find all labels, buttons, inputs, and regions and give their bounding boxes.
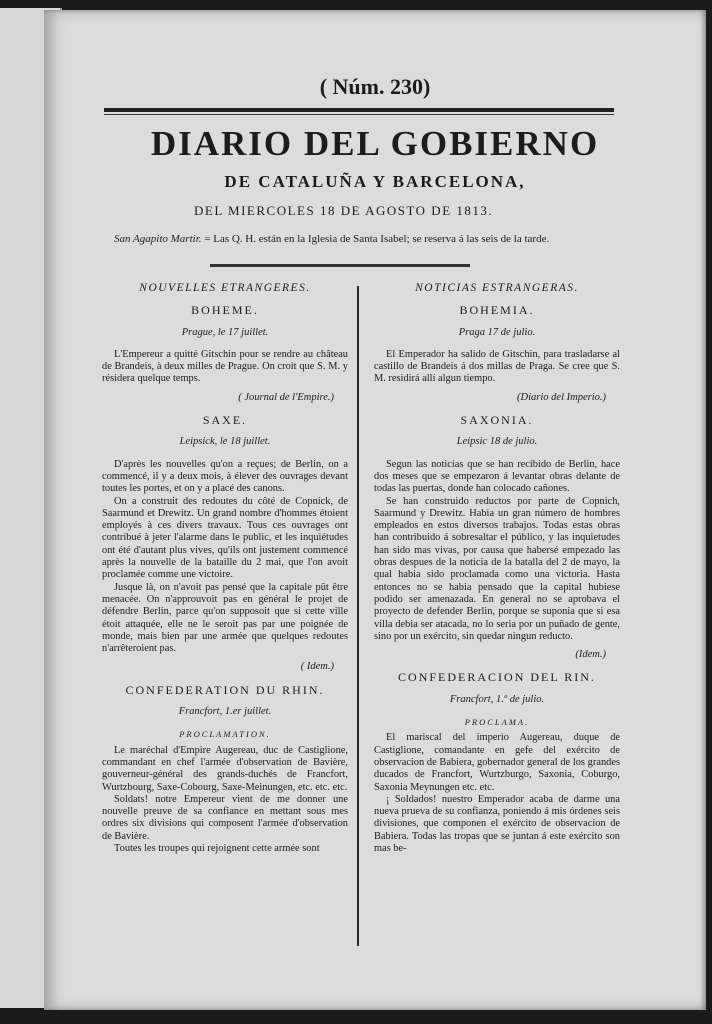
left-dateline: Francfort, 1.er juillet.: [178, 706, 272, 718]
right-source: (Idem.): [575, 649, 606, 661]
right-dateline: Francfort, 1.º de julio.: [449, 693, 545, 705]
left-city-heading: SAXE.: [202, 413, 248, 428]
left-paragraph: Jusque là, on n'avoit pas pensé que la capitale pût être menacée. On n'approuvoit pas en général le projet de défendre Berlin, parce qu'on supposoit que si cette ville étoit attaquée, elle ne le seroit pas par une poignée de monde, mais bien par une armée que quelques redoutes n'arrêteroient pas.: [102, 581, 348, 655]
header-rule-thin: [104, 114, 614, 115]
newspaper-page: [44, 10, 706, 1010]
column-divider: [357, 286, 359, 946]
left-dateline: Prague, le 17 juillet.: [181, 326, 269, 338]
right-dateline: Leipsic 18 de julio.: [456, 436, 538, 448]
french-column: [102, 280, 348, 855]
right-dateline: Praga 17 de julio.: [458, 326, 536, 338]
saint-rest: = Las Q. H. están en la Iglesia de Santa Isabel; se reserva á las seis de la tarde.: [201, 233, 550, 245]
left-paragraph: Soldats! notre Empereur vient de me donner une nouvelle preuve de sa confiance en mettant sous mes ordres six divisions qui composent l'armée d'observation de Bavière.: [102, 793, 348, 842]
left-paragraph: Le maréchal d'Empire Augereau, duc de Castiglione, commandant en chef l'armée d'observation de Bavière, gouverneur-général des grands-duchés de Francfort, Wurtzbourg, Saxe-Cobourg, Saxe-Meinungen, etc. etc. etc.: [102, 744, 348, 793]
header-rule-thick: [104, 108, 614, 112]
right-city-heading: CONFEDERACION DEL RIN.: [398, 670, 596, 685]
left-section-heading: NOUVELLES ETRANGERES.: [139, 282, 311, 294]
left-city-heading: CONFEDERATION DU RHIN.: [125, 682, 325, 697]
left-paragraph: On a construit des redoutes du côté de Copnick, de Saarmund et Drewitz. Un grand nombre d'hommes étoient employés à ces divers travaux. Tous ces ouvrages ont contribué à jeter l'alarme dans le public, et les inquiétudes ont été d'autant plus vives, qu'ils ont justement commencé après la nouvelle de la bataille du 2 mai, que l'on avoit proclamée comme une victoire.: [102, 495, 348, 581]
left-city-heading: BOHEME.: [191, 303, 259, 318]
right-city-heading: BOHEMIA.: [459, 303, 535, 318]
saint-name: San Agapito Martir.: [114, 233, 202, 245]
newspaper-title: DIARIO DEL GOBIERNO: [150, 124, 600, 163]
right-paragraph: Segun las noticias que se han recibido de Berlin, hace dos meses que se empezaron á levantar obras delante de todas las puertas, donde han colocado cañones.: [374, 458, 620, 495]
spanish-column: [374, 280, 620, 855]
saint-of-day-line: [114, 233, 619, 246]
right-proclamation-heading: PROCLAMA.: [464, 717, 530, 728]
left-source: ( Journal de l'Empire.): [238, 391, 334, 403]
left-source: ( Idem.): [300, 661, 334, 673]
right-paragraph: El mariscal del imperio Augereau, duque de Castiglione, comandante en gefe del exército de observacion de Babiera, gobernador general de los grandes ducados de Francfort, Wurtzburgo, Saxonia, Coburgo, Saxonia Meynungen etc. etc.: [374, 732, 620, 793]
left-paragraph: D'après les nouvelles qu'on a reçues; de Berlin, on a commencé, il y a deux mois, à élever des ouvrages devant toutes les portes, et on y a placé des canons.: [102, 458, 348, 495]
left-paragraph: Toutes les troupes qui rejoignent cette armée sont: [114, 842, 320, 854]
right-source: (Diario del Imperio.): [517, 391, 606, 403]
right-section-heading: NOTICIAS ESTRANGERAS.: [415, 282, 579, 294]
left-paragraph: L'Empereur a quitté Gitschin pour se rendre au château de Brandeis, à deux milles de Prague. On croit que S. M. y résidera quelque temps.: [102, 348, 348, 385]
right-city-heading: SAXONIA.: [460, 413, 534, 428]
right-paragraph: Se han construido reductos por parte de Copnich, Saarmund y Drewitz. Habia un gran número de hombres empleados en estos diversos trabajos. Todas estas obras han contribuido á sobresaltar el público, y las inquietudes han sido mas vivas, por causa que habersé empezado las obras despues de la noticia de la batalla del 2 de mayo, la qual habia sido proclamada como una victoria. Hasta entonces no se habia pensado que la capital hubiese podido ser amenazada. En general no se aprobava el proyecto de defender Berlin, porque se suponia que si esa villa debia ser atacada, no lo seria por un puñado de gente, sino por un exército, sin quedar ningun reducto.: [374, 495, 620, 642]
left-proclamation-heading: PROCLAMATION.: [179, 729, 271, 740]
header-separator: [210, 264, 470, 267]
right-paragraph: ¡ Soldados! nuestro Emperador acaba de darme una nueva prueva de su confianza, poniendo á mis órdenes seis divisiones, que componen el exército de observacion de Babiera. Todas las tropas que se juntan á este exército son mas be-: [374, 793, 620, 854]
issue-number: ( Núm. 230): [319, 74, 431, 99]
right-paragraph: El Emperador ha salido de Gitschin, para trasladarse al castillo de Brandeis á dos millas de Praga. Se cree que S. M. residirá allí algun tiempo.: [374, 348, 620, 385]
left-dateline: Leipsick, le 18 juillet.: [179, 436, 271, 448]
issue-date: DEL MIERCOLES 18 DE AGOSTO DE 1813.: [194, 203, 494, 218]
newspaper-subtitle: DE CATALUÑA Y BARCELONA,: [224, 172, 526, 191]
